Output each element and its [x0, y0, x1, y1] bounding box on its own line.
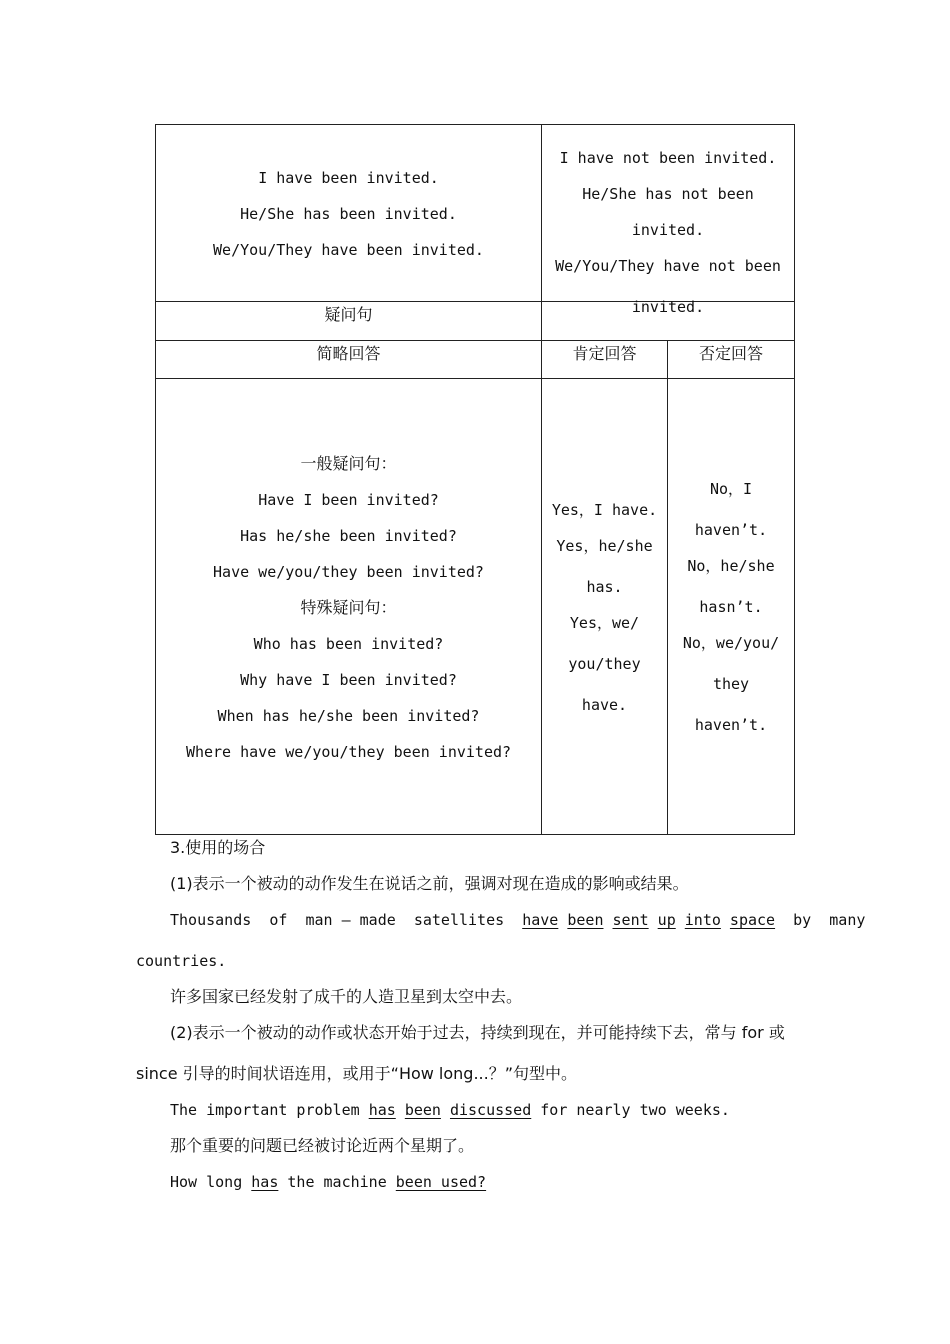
- underlined-word: been used?: [395, 1173, 487, 1191]
- question-line: Has he/she been invited?: [240, 527, 457, 545]
- question-line: When has he/she been invited?: [217, 707, 480, 725]
- usage-paragraph-2-continued: since 引导的时间状语连用，或用于“How long...？”句型中。: [136, 1064, 578, 1083]
- negative-cell: [542, 140, 794, 325]
- underlined-word: have: [522, 911, 559, 929]
- question-line: Have we/you/they been invited?: [213, 563, 484, 581]
- negative-line: I have not been invited.: [559, 149, 777, 167]
- example-sentence-1-continued: countries.: [136, 952, 227, 970]
- yes-answer-line: Yes，I have.: [551, 501, 658, 519]
- no-answers-cell: [668, 471, 794, 743]
- section-heading: 3.使用的场合: [170, 838, 266, 857]
- example-sentence-3: [170, 1171, 486, 1193]
- affirmative-line: He/She has been invited.: [240, 205, 457, 223]
- underlined-word: sent: [612, 911, 649, 929]
- underlined-word: has: [368, 1101, 396, 1119]
- affirmative-line: I have been invited.: [258, 169, 439, 187]
- no-answer-line: No，he/she: [687, 557, 775, 575]
- yes-answer-header: 肯定回答: [572, 344, 637, 363]
- underlined-word: has: [251, 1173, 279, 1191]
- no-answer-line: No，we/you/: [682, 634, 780, 652]
- underlined-word: been: [567, 911, 604, 929]
- no-answer-line: hasn’t.: [699, 598, 763, 616]
- yes-answer-line: Yes，we/: [569, 614, 640, 632]
- negative-line: We/You/They have not been: [555, 257, 781, 275]
- question-line: Have I been invited?: [258, 491, 439, 509]
- underlined-word: space: [729, 911, 776, 929]
- yes-answer-line: have.: [581, 696, 628, 714]
- example-text: Thousands of man — made satellites: [170, 911, 523, 929]
- underlined-word: up: [657, 911, 676, 929]
- yes-answers-cell: [542, 492, 667, 723]
- yes-answer-line: Yes，he/she: [556, 537, 653, 555]
- question-line: Where have we/you/they been invited?: [185, 743, 512, 761]
- yes-answer-line: you/they: [568, 655, 641, 673]
- negative-line: invited.: [631, 298, 705, 316]
- short-answer-header: 简略回答: [316, 344, 381, 363]
- no-answer-line: they: [712, 675, 750, 693]
- question-line: Who has been invited?: [253, 635, 444, 653]
- special-question-label: 特殊疑问句：: [300, 598, 397, 617]
- question-header: 疑问句: [324, 305, 373, 324]
- example-text: The important problem: [170, 1101, 369, 1119]
- underlined-word: discussed: [449, 1101, 532, 1119]
- example-text: by many: [775, 911, 866, 929]
- affirmative-cell: [156, 160, 541, 268]
- example-text: for nearly two weeks.: [531, 1101, 730, 1119]
- example-translation-2: 那个重要的问题已经被讨论近两个星期了。: [170, 1136, 475, 1155]
- affirmative-line: We/You/They have been invited.: [213, 241, 484, 259]
- usage-paragraph-1: (1)表示一个被动的动作发生在说话之前，强调对现在造成的影响或结果。: [170, 874, 689, 893]
- yes-answer-line: has.: [586, 578, 623, 596]
- underlined-word: into: [684, 911, 721, 929]
- example-sentence-1: [170, 909, 865, 931]
- negative-line: He/She has not been invited.: [582, 185, 754, 239]
- example-translation-1: 许多国家已经发射了成千的人造卫星到太空中去。: [170, 987, 523, 1006]
- questions-cell: [156, 446, 541, 770]
- question-line: Why have I been invited?: [240, 671, 457, 689]
- no-answer-line: haven’t.: [694, 521, 768, 539]
- usage-paragraph-2: (2)表示一个被动的动作或状态开始于过去，持续到现在，并可能持续下去，常与 for 或: [170, 1023, 785, 1042]
- no-answer-line: haven’t.: [694, 716, 768, 734]
- underlined-word: been: [404, 1101, 441, 1119]
- general-question-label: 一般疑问句：: [300, 454, 397, 473]
- example-sentence-2: [170, 1099, 730, 1121]
- example-text: How long: [170, 1173, 252, 1191]
- example-text: the machine: [278, 1173, 396, 1191]
- no-answer-header: 否定回答: [698, 344, 763, 363]
- no-answer-line: No，I: [709, 480, 753, 498]
